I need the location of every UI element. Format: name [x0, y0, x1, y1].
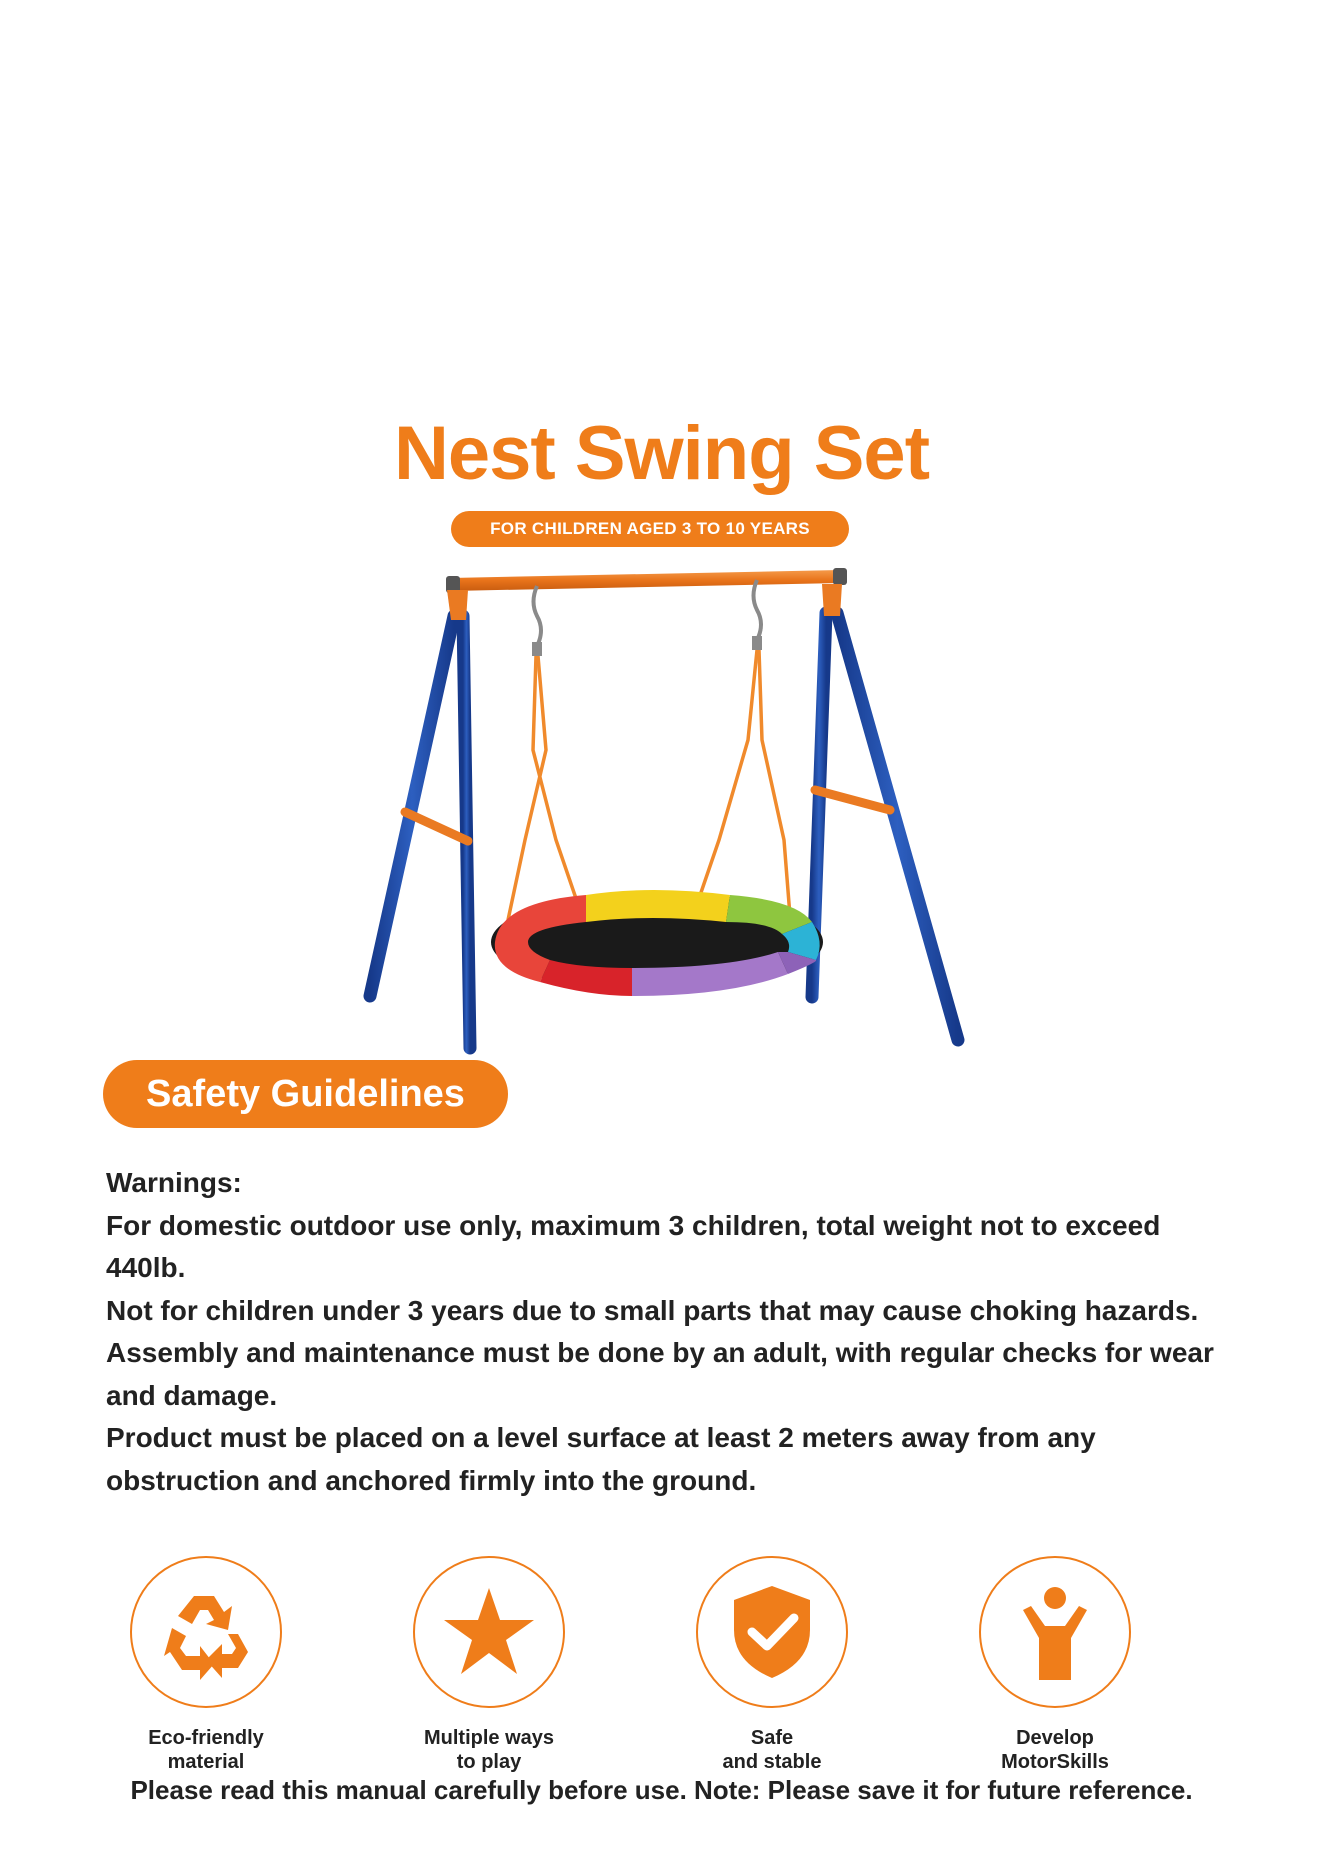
feature-circle: [979, 1556, 1131, 1708]
footer-note: Please read this manual carefully before use. Note: Please save it for future reference.: [130, 1775, 1193, 1805]
feature-circle: [696, 1556, 848, 1708]
feature-label: Develop MotorSkills: [1001, 1727, 1109, 1773]
feature-circle: [413, 1556, 565, 1708]
child-raising-arms-icon: [1005, 1582, 1105, 1682]
feature-label: Multiple ways to play: [423, 1727, 555, 1773]
feature-label: Safe and stable: [722, 1727, 822, 1773]
feature-multiple-ways: [379, 1556, 599, 1774]
warning-item: Not for children under 3 years due to small parts that may cause choking hazards.: [106, 1294, 1199, 1326]
warnings-heading: Warnings:: [106, 1167, 242, 1198]
age-badge: FOR CHILDREN AGED 3 TO 10 YEARS: [451, 511, 849, 547]
warning-item: For domestic outdoor use only, maximum 3 children, total weight not to exceed 440lb.: [106, 1209, 1161, 1283]
warnings-block: [106, 1162, 1226, 1502]
swing-set-illustration: [350, 550, 980, 1060]
warning-item: Product must be placed on a level surface at least 2 meters away from any obstruction and anchored firmly into the ground.: [106, 1422, 1096, 1496]
feature-motor-skills: [945, 1556, 1165, 1774]
feature-label: Eco-friendly material: [148, 1727, 264, 1773]
section-title-safety: Safety Guidelines: [103, 1060, 508, 1128]
feature-circle: [130, 1556, 282, 1708]
shield-check-icon: [722, 1582, 822, 1682]
page-title: Nest Swing Set: [394, 411, 929, 496]
feature-safe-stable: [662, 1556, 882, 1774]
recycle-icon: [156, 1582, 256, 1682]
warning-item: Assembly and maintenance must be done by an adult, with regular checks for wear and damage.: [106, 1337, 1214, 1411]
star-icon: [439, 1582, 539, 1682]
feature-eco-friendly: [96, 1556, 316, 1774]
